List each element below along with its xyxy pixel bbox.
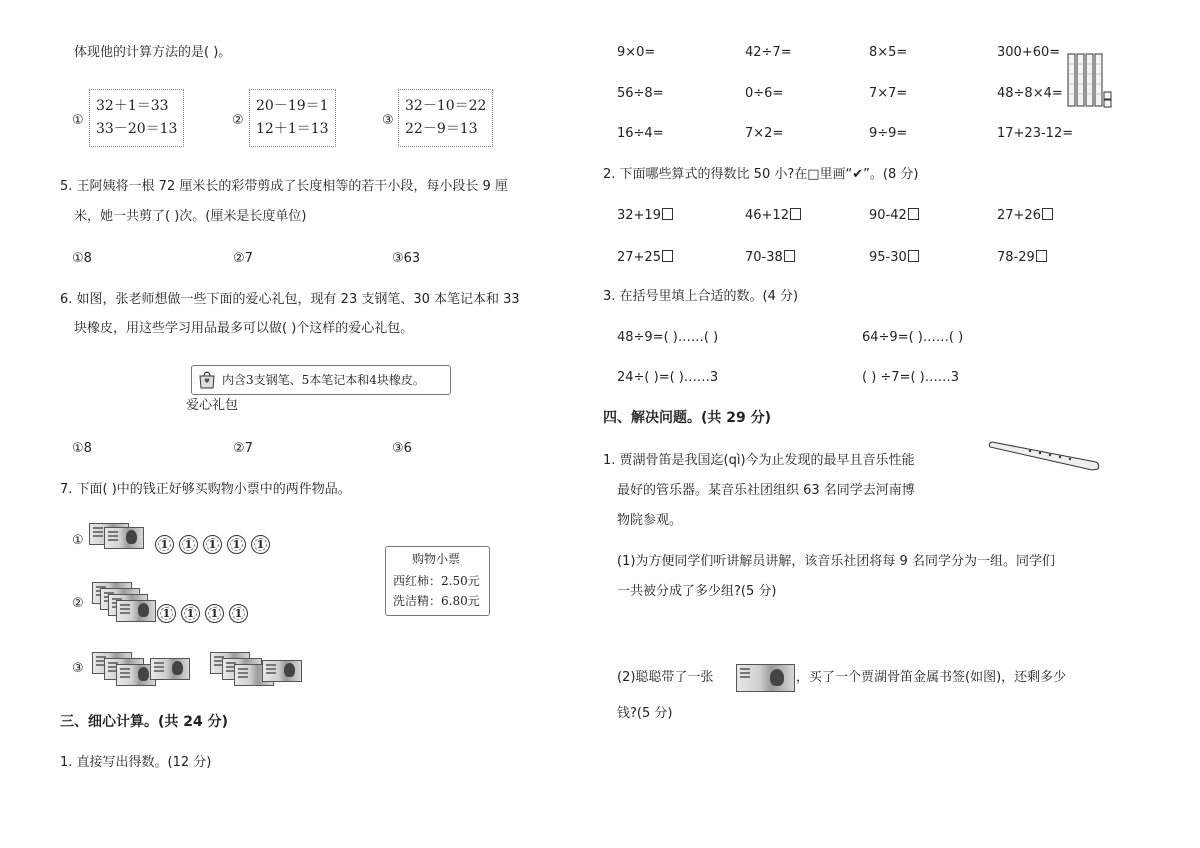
gift-pack-box bbox=[191, 365, 451, 395]
banknote-20-yuan bbox=[736, 664, 795, 692]
s4-q1-sub2-before: (2)聪聪带了一张 bbox=[617, 670, 714, 685]
q5-line2: 米，她一共剪了( )次。(厘米是长度单位) bbox=[74, 209, 307, 224]
answer-checkbox[interactable] bbox=[784, 250, 795, 262]
answer-checkbox[interactable] bbox=[1036, 250, 1047, 262]
q7-line: 7. 下面( )中的钱正好够买购物小票中的两件物品。 bbox=[60, 482, 351, 497]
calc-item: 0÷6= bbox=[745, 86, 784, 101]
coin: 1 bbox=[229, 604, 248, 623]
answer-checkbox[interactable] bbox=[662, 250, 673, 262]
q4-option-1-line1: 32＋1＝33 bbox=[96, 98, 169, 114]
calc-item: 17+23-12= bbox=[997, 126, 1074, 141]
base-ten-blocks-icon bbox=[1066, 52, 1114, 110]
bone-flute-icon bbox=[988, 438, 1103, 474]
compare-item bbox=[617, 207, 673, 225]
gift-pack-contents: 内含3支钢笔、5本笔记本和4块橡皮。 bbox=[222, 373, 425, 387]
calc-item: 42÷7= bbox=[745, 45, 792, 60]
q4-option-3-line1: 32－10＝22 bbox=[405, 98, 487, 114]
q7-option-1-label: ① bbox=[72, 533, 84, 548]
q4-option-1-line2: 33－20＝13 bbox=[96, 121, 178, 137]
answer-checkbox[interactable] bbox=[908, 250, 919, 262]
compare-expression: 46+12 bbox=[745, 208, 789, 223]
q7-option-2-label: ② bbox=[72, 596, 84, 611]
right-q3-title: 3. 在括号里填上合适的数。(4 分) bbox=[603, 289, 799, 304]
q5-line1: 5. 王阿姨将一根 72 厘米长的彩带剪成了长度相等的若干小段，每小段长 9 厘 bbox=[60, 179, 508, 194]
gift-pack-caption: 爱心礼包 bbox=[186, 398, 239, 413]
fill-blank-item: ( ) ÷7=( )……3 bbox=[862, 370, 960, 385]
s4-q1-sub1-line2: 一共被分成了多少组?(5 分) bbox=[617, 584, 777, 599]
s4-q1-sub2-after: ，买了一个贾湖骨笛金属书签(如图)，还剩多少 bbox=[796, 670, 1067, 685]
fill-blank-item: 24÷( )=( )……3 bbox=[617, 370, 719, 385]
calc-item: 7×2= bbox=[745, 126, 784, 141]
receipt-item-detergent: 洗洁精：6.80元 bbox=[393, 594, 480, 608]
compare-item bbox=[869, 207, 919, 225]
coin: 1 bbox=[157, 604, 176, 623]
calc-item: 9×0= bbox=[617, 45, 656, 60]
compare-item bbox=[745, 249, 795, 267]
q6-line1: 6. 如图，张老师想做一些下面的爱心礼包，现有 23 支钢笔、30 本笔记本和 33 bbox=[60, 292, 520, 307]
banknote-5-yuan bbox=[104, 527, 144, 549]
shopping-receipt bbox=[385, 546, 490, 616]
q4-option-1-box bbox=[89, 89, 184, 147]
coin: 1 bbox=[251, 535, 270, 554]
answer-checkbox[interactable] bbox=[1042, 208, 1053, 220]
q4-option-2-line1: 20－19＝1 bbox=[256, 98, 329, 114]
s4-q1-sub1-line1: (1)为方便同学们听讲解员讲解，该音乐社团将每 9 名同学分为一组。同学们 bbox=[617, 554, 1055, 569]
calc-item: 9÷9= bbox=[869, 126, 908, 141]
coin: 1 bbox=[179, 535, 198, 554]
s4-q1-sub2-line2: 钱?(5 分) bbox=[617, 706, 673, 721]
section-4-title: 四、解决问题。(共 29 分) bbox=[603, 410, 772, 426]
q6-line2: 块橡皮，用这些学习用品最多可以做( )个这样的爱心礼包。 bbox=[74, 321, 414, 336]
compare-item bbox=[869, 249, 919, 267]
fill-blank-item: 48÷9=( )……( ) bbox=[617, 330, 719, 345]
answer-checkbox[interactable] bbox=[908, 208, 919, 220]
banknote-5-yuan bbox=[150, 658, 190, 680]
answer-checkbox[interactable] bbox=[662, 208, 673, 220]
banknote-5-yuan bbox=[116, 600, 156, 622]
q5-option-1: ①8 bbox=[72, 251, 92, 266]
section-3-title: 三、细心计算。(共 24 分) bbox=[60, 714, 229, 730]
q4-option-2-line2: 12＋1＝13 bbox=[256, 121, 329, 137]
coin: 1 bbox=[155, 535, 174, 554]
coin: 1 bbox=[203, 535, 222, 554]
compare-item bbox=[617, 249, 673, 267]
compare-item bbox=[997, 249, 1047, 267]
compare-expression: 95-30 bbox=[869, 250, 907, 265]
s4-q1-line2: 最好的管乐器。某音乐社团组织 63 名同学去河南博 bbox=[617, 483, 915, 498]
calc-item: 48÷8×4= bbox=[997, 86, 1063, 101]
compare-expression: 70-38 bbox=[745, 250, 783, 265]
s4-q1-line3: 物院参观。 bbox=[617, 513, 683, 528]
q4-tail-text: 体现他的计算方法的是( )。 bbox=[74, 45, 232, 60]
coin: 1 bbox=[205, 604, 224, 623]
q6-option-3: ③6 bbox=[392, 441, 412, 456]
coin: 1 bbox=[227, 535, 246, 554]
calc-item: 8×5= bbox=[869, 45, 908, 60]
compare-expression: 27+25 bbox=[617, 250, 661, 265]
s4-q1-line1: 1. 贾湖骨笛是我国迄(qì)今为止发现的最早且音乐性能 bbox=[603, 453, 915, 468]
compare-item bbox=[997, 207, 1053, 225]
compare-item bbox=[745, 207, 801, 225]
q4-option-3-line2: 22－9＝13 bbox=[405, 121, 478, 137]
q4-option-2-label: ② bbox=[232, 113, 244, 128]
q4-option-3-label: ③ bbox=[382, 113, 394, 128]
q7-option-3-label: ③ bbox=[72, 661, 84, 676]
answer-checkbox[interactable] bbox=[790, 208, 801, 220]
q4-option-2-box bbox=[249, 89, 336, 147]
q4-option-1-label: ① bbox=[72, 113, 84, 128]
q5-option-2: ②7 bbox=[233, 251, 253, 266]
gift-bag-icon bbox=[196, 368, 218, 390]
q6-option-2: ②7 bbox=[233, 441, 253, 456]
coin: 1 bbox=[181, 604, 200, 623]
compare-expression: 32+19 bbox=[617, 208, 661, 223]
fill-blank-item: 64÷9=( )……( ) bbox=[862, 330, 964, 345]
compare-expression: 27+26 bbox=[997, 208, 1041, 223]
q6-option-1: ①8 bbox=[72, 441, 92, 456]
calc-item: 16÷4= bbox=[617, 126, 664, 141]
receipt-item-tomato: 西红柿：2.50元 bbox=[393, 574, 480, 588]
q4-option-3-box bbox=[398, 89, 493, 147]
compare-expression: 90-42 bbox=[869, 208, 907, 223]
banknote-5-yuan bbox=[262, 660, 302, 682]
right-q2-title: 2. 下面哪些算式的得数比 50 小?在□里画“✔”。(8 分) bbox=[603, 167, 919, 182]
calc-item: 7×7= bbox=[869, 86, 908, 101]
compare-expression: 78-29 bbox=[997, 250, 1035, 265]
section-3-q1: 1. 直接写出得数。(12 分) bbox=[60, 755, 212, 770]
receipt-title: 购物小票 bbox=[412, 552, 461, 566]
q5-option-3: ③63 bbox=[392, 251, 421, 266]
calc-item: 300+60= bbox=[997, 45, 1061, 60]
calc-item: 56÷8= bbox=[617, 86, 664, 101]
